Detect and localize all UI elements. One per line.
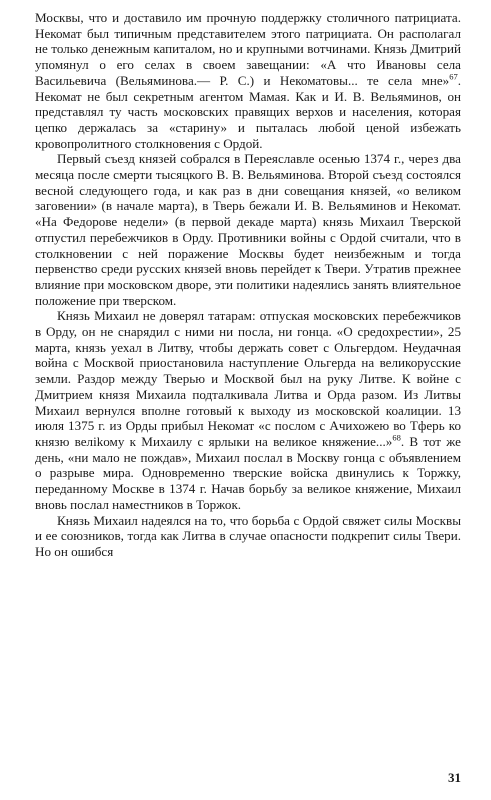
paragraph-text: Первый съезд князей собрался в Переяславле осенью 1374 г., через два месяца после смерти тысяцкого В. В. Вельяминова. Второй съезд состоялся весной следующего года, и как раз в дни совещания князей, «о великом заговении» (в начале марта), в Тверь бежали И. В. Вельяминов и Некомат. «На Федорове недели» (в первой декаде марта) князь Михаил Тверской отпустил перебежчиков в Орду. Противники войны с Ордой считали, что в столкновении с ней поражение Москвы будет неизбежным и тогда первенство среди русских князей вновь перейдет к Твери. Утратив прежнее влияние при московском дворе, эти политики надеялись занять влиятельное положение при тверском. (35, 151, 461, 308)
footnote-reference: 67 (449, 71, 458, 82)
paragraph-text: Москвы, что и доставило им прочную поддержку столичного патрициата. Некомат был типичным представителем этого патрициата. Он располагал не только денежным капиталом, но и крупными вотчинами. Князь Дмитрий упомянул о его селах в своем завещании: «А что Ивановы села Васильевича (Вельяминова.— Р. С.) и Некоматовы... те села мне» (35, 10, 461, 88)
paragraph (35, 10, 461, 151)
footnote-reference: 68 (392, 432, 401, 443)
paragraph-text: Князь Михаил надеялся на то, что борьба с Ордой свяжет силы Москвы и ее союзников, тогда как Литва в случае опасности подкрепит силы Твери. Но он ошибся (35, 512, 461, 559)
text-body (35, 10, 461, 560)
book-page (35, 10, 461, 790)
paragraph (35, 513, 461, 560)
page-number: 31 (448, 770, 461, 786)
paragraph-text: . В тот же день, «ни мало не пождав», Михаил послал в Москву гонца с объявлением о разрыве мира. Одновременно тверские войска двинулись к Торжку, переданному Москве в 1374 г. Начав борьбу за великое княжение, Михаил вновь послал наместников в Торжок. (35, 433, 461, 512)
paragraph-text: Князь Михаил не доверял татарам: отпуская московских перебежчиков в Орду, он не снарядил с ними ни посла, ни гонца. «О средохрестии», 25 марта, князь уехал в Литву, чтобы держать совет с Ольгердом. Неудачная война с Москвой приостановила наступление Ольгерда на великорусские земли. Раздор между Тверью и Москвой был на руку Литве. К войне с Дмитрием князя Михаила подталкивала Литва и Орда разом. Из Литвы Михаил вернулся вполне готовый к выходу из московской коалиции. 13 июля 1375 г. из Орды прибыл Некомат «с послом с Ачихожею во Тферь ко князю велikому к Михаилу с ярлыки на великое княжение...» (35, 308, 461, 449)
paragraph (35, 151, 461, 308)
paragraph (35, 308, 461, 512)
paragraph-text: . Некомат не был секретным агентом Мамая. Как и И. В. Вельяминов, он представлял ту часть московских правящих верхов и населения, которая цепко держалась за «старину» и пыталась любой ценой избежать кровопролитного столкновения с Ордой. (35, 72, 461, 151)
